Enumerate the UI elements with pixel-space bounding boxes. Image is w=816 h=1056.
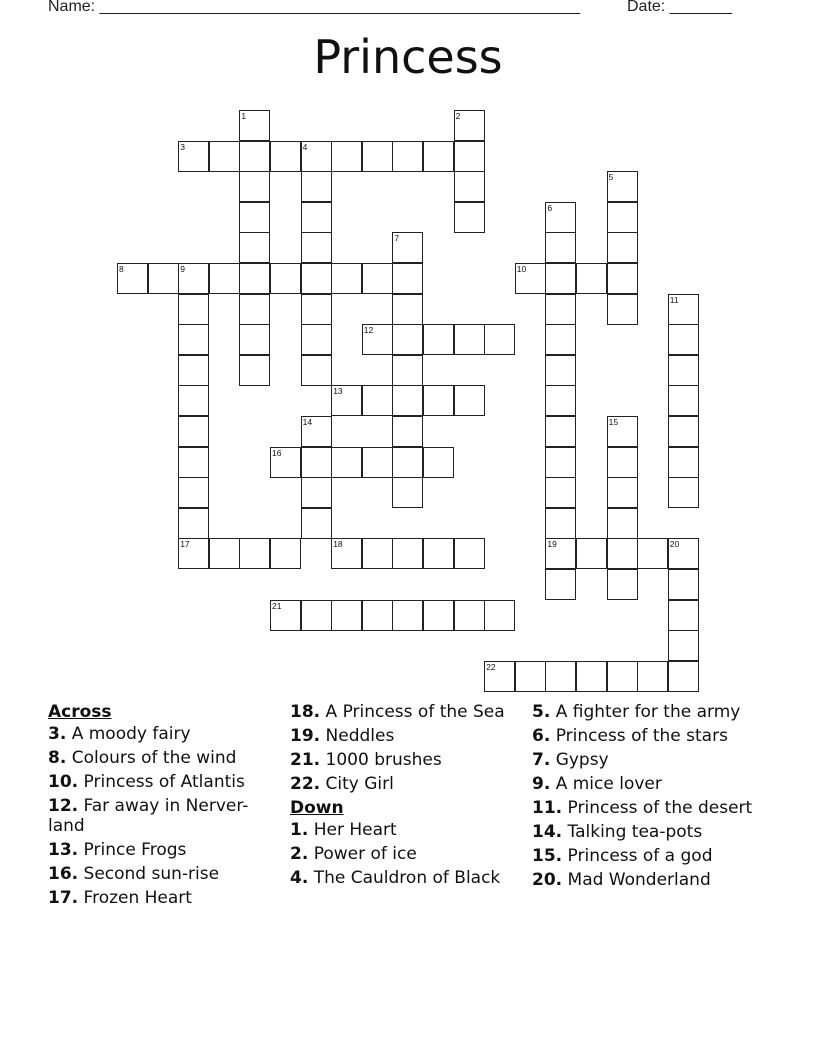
clue-number: 7 [394, 233, 400, 244]
grid-cell[interactable] [576, 661, 607, 692]
grid-cell[interactable] [668, 569, 699, 600]
clues-column-3 [532, 702, 762, 894]
grid-cell[interactable] [423, 324, 454, 355]
grid-cell[interactable] [148, 263, 179, 294]
grid-cell[interactable] [576, 538, 607, 569]
grid-cell[interactable] [270, 538, 301, 569]
grid-cell[interactable] [301, 141, 332, 172]
grid-cell[interactable] [392, 416, 423, 447]
grid-cell[interactable] [576, 263, 607, 294]
grid-cell[interactable] [423, 538, 454, 569]
grid-cell[interactable] [301, 202, 332, 233]
grid-cell[interactable] [668, 385, 699, 416]
grid-cell[interactable] [454, 202, 485, 233]
clue-across-12: 12. Far away in Nerver-land [48, 796, 249, 836]
grid-cell[interactable] [545, 232, 576, 263]
grid-cell[interactable] [454, 141, 485, 172]
clue-number: 16 [272, 447, 282, 458]
grid-cell[interactable] [454, 600, 485, 631]
grid-cell[interactable] [484, 600, 515, 631]
grid-cell[interactable] [607, 477, 638, 508]
grid-cell[interactable] [362, 385, 393, 416]
grid-cell[interactable] [392, 141, 423, 172]
grid-cell[interactable] [362, 324, 393, 355]
grid-cell[interactable] [607, 447, 638, 478]
clues-column-2 [290, 702, 516, 892]
grid-cell[interactable] [331, 447, 362, 478]
grid-cell[interactable] [117, 263, 148, 294]
grid-cell[interactable] [423, 600, 454, 631]
grid-cell[interactable] [454, 324, 485, 355]
grid-cell[interactable] [545, 263, 576, 294]
clue-down-9: 9. A mice lover [532, 774, 662, 794]
grid-cell[interactable] [270, 263, 301, 294]
grid-cell[interactable] [239, 263, 270, 294]
grid-cell[interactable] [239, 202, 270, 233]
grid-cell[interactable] [392, 538, 423, 569]
grid-cell[interactable] [545, 294, 576, 325]
grid-cell[interactable] [607, 171, 638, 202]
grid-cell[interactable] [239, 141, 270, 172]
grid-cell[interactable] [301, 294, 332, 325]
grid-cell[interactable] [545, 355, 576, 386]
grid-cell[interactable] [392, 355, 423, 386]
clue-number: 17 [180, 539, 190, 550]
clue-down-20: 20. Mad Wonderland [532, 870, 711, 890]
grid-cell[interactable] [178, 416, 209, 447]
clue-down-2: 2. Power of ice [290, 844, 417, 864]
grid-cell[interactable] [668, 661, 699, 692]
grid-cell[interactable] [545, 477, 576, 508]
clue-number: 9 [180, 264, 185, 274]
grid-cell[interactable] [178, 508, 209, 539]
grid-cell[interactable] [362, 538, 393, 569]
grid-cell[interactable] [392, 477, 423, 508]
grid-cell[interactable] [239, 232, 270, 263]
clue-down-1: 1. Her Heart [290, 820, 397, 840]
grid-cell[interactable] [607, 569, 638, 600]
grid-cell[interactable] [668, 447, 699, 478]
grid-cell[interactable] [668, 600, 699, 631]
grid-cell[interactable] [607, 508, 638, 539]
grid-cell[interactable] [545, 508, 576, 539]
grid-cell[interactable] [178, 447, 209, 478]
grid-cell[interactable] [668, 538, 699, 569]
name-label: Name: [48, 0, 100, 15]
grid-cell[interactable] [331, 263, 362, 294]
grid-cell[interactable] [637, 661, 668, 692]
grid-cell[interactable] [301, 416, 332, 447]
grid-cell[interactable] [209, 141, 240, 172]
grid-cell[interactable] [178, 324, 209, 355]
grid-cell[interactable] [392, 294, 423, 325]
grid-cell[interactable] [668, 416, 699, 447]
grid-cell[interactable] [607, 263, 638, 294]
clue-down-7: 7. Gypsy [532, 750, 609, 770]
clue-down-11: 11. Princess of the desert [532, 798, 753, 818]
clue-across-3: 3. A moody fairy [48, 724, 191, 744]
grid-cell[interactable] [607, 538, 638, 569]
clue-number: 10 [516, 264, 527, 274]
grid-cell[interactable] [392, 385, 423, 416]
grid-cell[interactable] [331, 385, 362, 416]
grid-cell[interactable] [178, 355, 209, 386]
clue-number: 20 [669, 539, 680, 550]
clue-number: 22 [486, 661, 496, 672]
clue-down-14: 14. Talking tea-pots [532, 822, 703, 842]
clue-number: 11 [669, 294, 679, 305]
clue-number: 8 [119, 264, 124, 274]
clue-down-4: 4. The Cauldron of Black [290, 868, 501, 888]
clue-number: 5 [608, 172, 614, 183]
clue-across-17: 17. Frozen Heart [48, 888, 192, 908]
grid-cell[interactable] [178, 538, 209, 569]
grid-cell[interactable] [362, 263, 393, 294]
grid-cell[interactable] [301, 263, 332, 294]
grid-cell[interactable] [362, 600, 393, 631]
clue-across-19: 19. Neddles [290, 726, 395, 746]
clue-across-13: 13. Prince Frogs [48, 840, 187, 860]
clue-across-16: 16. Second sun-rise [48, 864, 220, 884]
grid-cell[interactable] [545, 569, 576, 600]
grid-cell[interactable] [178, 263, 209, 294]
grid-cell[interactable] [392, 324, 423, 355]
grid-cell[interactable] [239, 294, 270, 325]
grid-cell[interactable] [301, 324, 332, 355]
grid-cell[interactable] [545, 202, 576, 233]
grid-cell[interactable] [392, 447, 423, 478]
clue-number: 18 [333, 539, 343, 550]
grid-cell[interactable] [301, 477, 332, 508]
grid-cell[interactable] [178, 477, 209, 508]
grid-cell[interactable] [392, 232, 423, 263]
clue-across-21: 21. 1000 brushes [290, 750, 442, 770]
clue-across-10: 10. Princess of Atlantis [48, 772, 245, 792]
clue-down-5: 5. A fighter for the army [532, 702, 741, 722]
grid-cell[interactable] [301, 600, 332, 631]
date-label: Date: [627, 0, 670, 15]
grid-cell[interactable] [668, 477, 699, 508]
grid-cell[interactable] [239, 538, 270, 569]
grid-cell[interactable] [607, 416, 638, 447]
grid-cell[interactable] [392, 263, 423, 294]
clue-down-15: 15. Princess of a god [532, 846, 713, 866]
grid-cell[interactable] [178, 385, 209, 416]
down-heading: Down [290, 798, 344, 818]
grid-cell[interactable] [270, 600, 301, 631]
name-line[interactable]: ______________________________________________________ [99, 0, 581, 15]
grid-cell[interactable] [331, 600, 362, 631]
grid-cell[interactable] [668, 355, 699, 386]
grid-cell[interactable] [484, 661, 515, 692]
grid-cell[interactable] [545, 385, 576, 416]
grid-cell[interactable] [331, 141, 362, 172]
clue-number: 2 [455, 111, 461, 121]
across-heading: Across [48, 702, 112, 722]
grid-cell[interactable] [423, 385, 454, 416]
grid-cell[interactable] [454, 171, 485, 202]
grid-cell[interactable] [239, 355, 270, 386]
grid-cell[interactable] [301, 355, 332, 386]
grid-cell[interactable] [239, 324, 270, 355]
grid-cell[interactable] [545, 324, 576, 355]
grid-cell[interactable] [362, 141, 393, 172]
grid-cell[interactable] [484, 324, 515, 355]
grid-cell[interactable] [668, 324, 699, 355]
clue-number: 3 [180, 141, 185, 152]
clue-number: 14 [302, 417, 313, 427]
grid-cell[interactable] [668, 294, 699, 325]
grid-cell[interactable] [454, 385, 485, 416]
grid-cell[interactable] [423, 141, 454, 172]
clue-number: 21 [272, 600, 282, 611]
clues-column-1 [48, 702, 274, 912]
grid-cell[interactable] [454, 538, 485, 569]
grid-cell[interactable] [423, 447, 454, 478]
grid-cell[interactable] [545, 538, 576, 569]
grid-cell[interactable] [301, 171, 332, 202]
clue-across-8: 8. Colours of the wind [48, 748, 237, 768]
grid-cell[interactable] [270, 141, 301, 172]
grid-cell[interactable] [239, 171, 270, 202]
grid-cell[interactable] [392, 600, 423, 631]
clue-across-18: 18. A Princess of the Sea [290, 702, 505, 722]
grid-cell[interactable] [178, 141, 209, 172]
clue-number: 12 [363, 325, 374, 336]
clue-number: 1 [241, 111, 247, 121]
clue-number: 13 [333, 386, 343, 397]
grid-cell[interactable] [178, 294, 209, 325]
grid-cell[interactable] [270, 447, 301, 478]
grid-cell[interactable] [637, 538, 668, 569]
clue-down-6: 6. Princess of the stars [532, 726, 728, 746]
grid-cell[interactable] [607, 232, 638, 263]
clue-number: 15 [608, 417, 619, 427]
grid-cell[interactable] [362, 447, 393, 478]
grid-cell[interactable] [545, 416, 576, 447]
clue-number: 19 [547, 539, 557, 550]
grid-cell[interactable] [545, 447, 576, 478]
clue-across-22: 22. City Girl [290, 774, 394, 794]
grid-cell[interactable] [454, 110, 485, 141]
grid-cell[interactable] [668, 630, 699, 661]
grid-cell[interactable] [607, 202, 638, 233]
grid-cell[interactable] [515, 661, 546, 692]
grid-cell[interactable] [607, 661, 638, 692]
page-title: Princess [313, 30, 503, 84]
date-line[interactable]: _______ [669, 0, 732, 15]
grid-cell[interactable] [209, 263, 240, 294]
clue-number: 6 [547, 202, 553, 213]
grid-cell[interactable] [331, 538, 362, 569]
grid-cell[interactable] [209, 538, 240, 569]
clue-number: 4 [302, 141, 308, 152]
grid-cell[interactable] [515, 263, 546, 294]
grid-cell[interactable] [301, 508, 332, 539]
grid-cell[interactable] [239, 110, 270, 141]
grid-cell[interactable] [545, 661, 576, 692]
grid-cell[interactable] [301, 447, 332, 478]
grid-cell[interactable] [301, 232, 332, 263]
grid-cell[interactable] [607, 294, 638, 325]
